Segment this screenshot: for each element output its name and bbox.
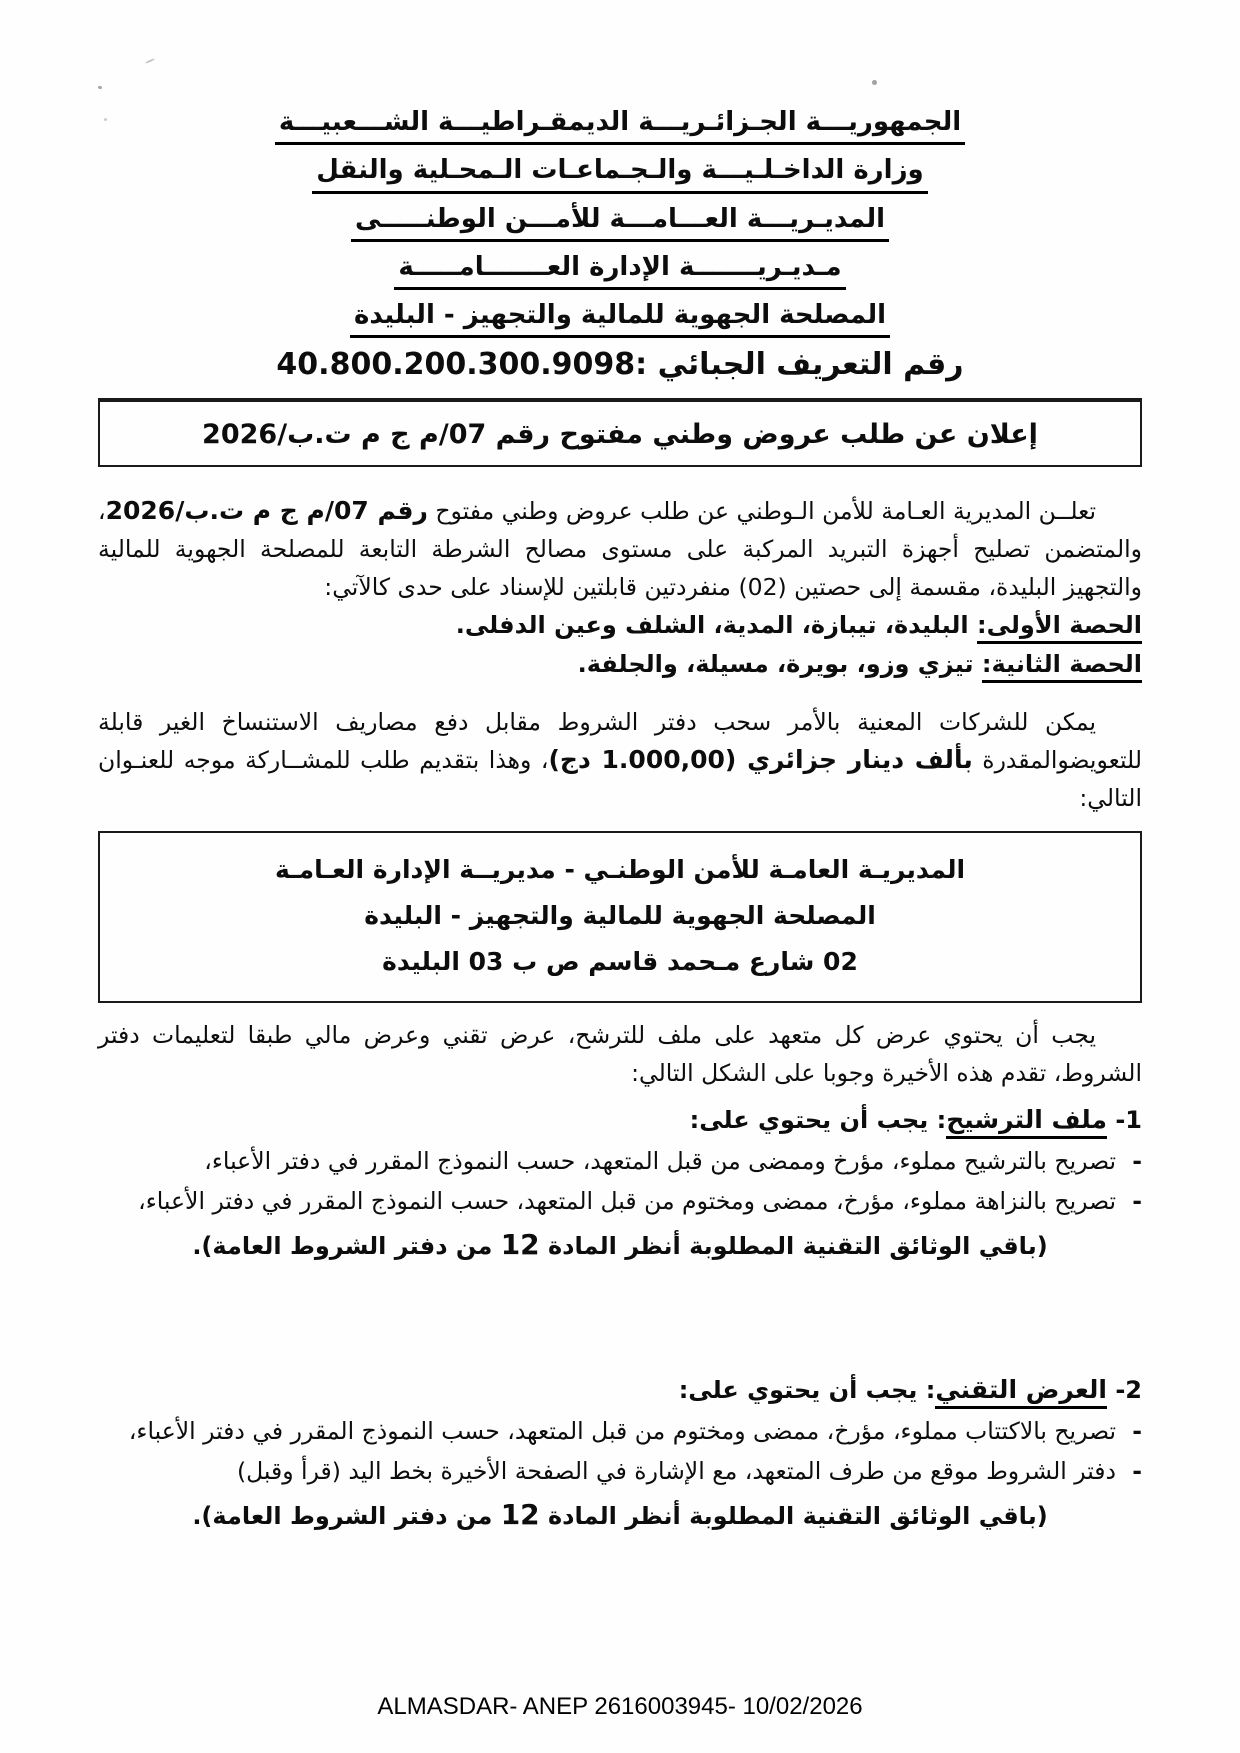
section-technical-offer-heading: 2- العرض التقني: يجب أن يحتوي على: <box>98 1370 1142 1410</box>
section-candidacy-file-heading: 1- ملف الترشيح: يجب أن يحتوي على: <box>98 1100 1142 1140</box>
scan-artifact <box>872 80 877 85</box>
list-item: - تصريح بالنزاهة مملوء، مؤرخ، ممضى ومختوم من قبل المتعهد، حسب النموذج المقرر في دفتر الأعباء، <box>98 1182 1142 1220</box>
list-item: - تصريح بالترشيح مملوء، مؤرخ وممضى من قبل المتعهد، حسب النموذج المقرر في دفتر الأعباء، <box>98 1142 1142 1180</box>
letterhead-line-admin-directorate: مـديـريـــــــة الإدارة العـــــــامـــــة <box>98 251 1142 290</box>
address-line-directorate: المديريـة العامـة للأمن الوطنـي - مديريــة الإدارة العـامـة <box>274 855 966 885</box>
address-line-service: المصلحة الجهوية للمالية والتجهيز - البليدة <box>364 901 876 931</box>
lot-one-line <box>98 606 1142 645</box>
lot-two-label: الحصة الثانية: <box>982 650 1142 683</box>
scan-artifact <box>145 58 155 64</box>
letterhead-line-directorate: المديـريـــة العـــامـــة للأمـــن الوطنـــــى <box>98 203 1142 242</box>
address-line-street: 02 شارع مـحمد قاسم ص ب 03 البليدة <box>382 947 858 977</box>
tax-id-label: رقم التعريف الجبائي : <box>635 347 964 383</box>
section-technical-note: (باقي الوثائق التقنية المطلوبة أنظر المادة 12 من دفتر الشروط العامة). <box>192 1498 1048 1532</box>
dash-bullet: - <box>1132 1187 1142 1216</box>
list-item: - دفتر الشروط موقع من طرف المتعهد، مع الإشارة في الصفحة الأخيرة بخط اليد (قرأ وقبل) <box>98 1452 1142 1490</box>
tax-id-line <box>98 347 1142 382</box>
dash-bullet: - <box>1132 1147 1142 1176</box>
section-candidacy-file-title: ملف الترشيح <box>946 1105 1107 1139</box>
tax-id-value: 40.800.200.300.9098 <box>276 347 636 383</box>
section-technical-offer-title: العرض التقني <box>935 1375 1107 1409</box>
scan-artifact <box>98 85 103 89</box>
section-candidacy-note: (باقي الوثائق التقنية المطلوبة أنظر المادة 12 من دفتر الشروط العامة). <box>192 1228 1048 1262</box>
letterhead-line-ministry: وزارة الداخـلـيـــة والـجـماعـات الـمحـلية والنقل <box>98 154 1142 193</box>
tender-number: رقم 07/م ج م ت.ب/2026 <box>105 496 428 526</box>
paragraph-fees: يمكن للشركات المعنية بالأمر سحب دفتر الشروط مقابل دفع مصاريف الاستنساخ الغير قابلة للتعويضوالمقدرة بألف دينار جزائري (1.000,00 دج)، وهذا بتقديم طلب للمشــاركة موجه للعنـوان التالي: <box>98 708 1142 813</box>
letterhead-line-regional-service: المصلحة الجهوية للمالية والتجهيز - البليدة <box>98 299 1142 338</box>
document-content <box>98 106 1142 1536</box>
lot-two-text: تيزي وزو، بويرة، مسيلة، والجلفة. <box>577 650 982 679</box>
list-item: - تصريح بالاكتتاب مملوء، مؤرخ، ممضى ومختوم من قبل المتعهد، حسب النموذج المقرر في دفتر الأعباء، <box>98 1412 1142 1450</box>
dash-bullet: - <box>1132 1457 1142 1486</box>
dash-bullet: - <box>1132 1417 1142 1446</box>
address-box <box>98 831 1142 1003</box>
lot-two-line <box>98 645 1142 684</box>
letterhead <box>98 106 1142 382</box>
publication-footer: ALMASDAR- ANEP 2616003945- 10/02/2026 <box>377 1693 863 1720</box>
paragraph-announcement: تعلــن المديرية العـامة للأمن الـوطني عن طلب عروض وطني مفتوح رقم 07/م ج م ت.ب/2026، والمتضمن تصليح أجهزة التبريد المركبة على مستوى مصالح الشرطة التابعة للمصلحة الجهوية للمالية والتجهيز البليدة، مقسمة إلى حصتين (02) منفردتين قابلتين للإسناد على حدى كالآتي: <box>98 496 1142 602</box>
lot-one-label: الحصة الأولى: <box>977 611 1142 644</box>
notice-title: إعلان عن طلب عروض وطني مفتوح رقم 07/م ج م ت.ب/2026 <box>202 419 1038 451</box>
notice-title-box <box>98 398 1142 467</box>
letterhead-line-republic: الجمهوريـــة الجـزائـريـــة الديمقـراطيـــة الشـــعبيـــة <box>98 106 1142 145</box>
fee-amount: بألف دينار جزائري (1.000,00 دج) <box>548 745 973 775</box>
paragraph-offer-structure: يجب أن يحتوي عرض كل متعهد على ملف للترشح، عرض تقني وعرض مالي طبقا لتعليمات دفتر الشروط، تقدم هذه الأخيرة وجوبا على الشكل التالي: <box>98 1021 1142 1088</box>
lot-one-text: البليدة، تيبازة، المدية، الشلف وعين الدفلى. <box>455 611 977 640</box>
